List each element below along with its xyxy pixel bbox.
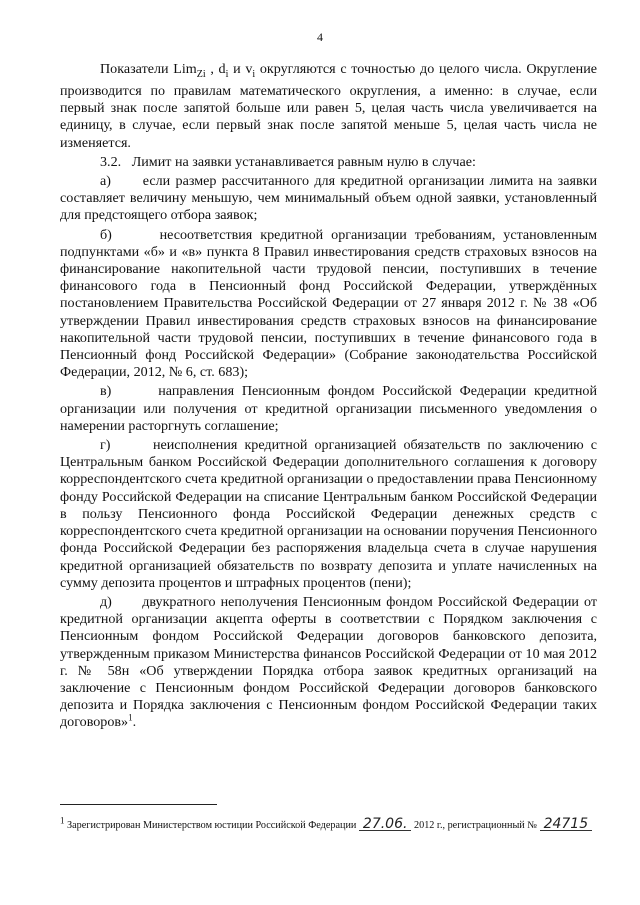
item-d: д) двукратного неполучения Пенсионным фондом Российской Федерации от кредитной организации акцепта оферты в соответствии с Порядком заключения с Пенсионным фондом Российской Федерации договоров банковского депозита, утвержденным приказом Министерства финансов Российской Федерации от 10 мая 2012 г. № 58н «Об утверждении Порядка отбора заявок кредитных организаций на заключение с Пенсионным фондом Российской Федерации договоров банковского депозита и Порядка заключения с Пенсионным фондом Российской Федерации таких договоров»$^1$. [60, 593, 598, 731]
rounding-paragraph: Показатели Lim$_{Zi}$ , $d_i$ и $v_i$ округляются с точностью до целого числа. Округление производится по правилам математического округления, а именно: в случае, если первый знак после запятой больше или равен 5, целая часть числа увеличивается на единицу, в случае, если первый знак после запятой меньше 5, целая часть числа не изменяется. [60, 61, 598, 151]
item-letter: а) [100, 173, 111, 190]
footnote-divider [60, 804, 217, 805]
item-letter: б) [100, 226, 112, 243]
footnote: $^1$ Зарегистрирован Министерством юстиции Российской Федерации 27.06. 2012 г., регистрационный № 24715 [60, 818, 630, 831]
section-3-2: 3.2. Лимит на заявки устанавливается равным нулю в случае: [100, 153, 476, 170]
item-letter: в) [100, 383, 112, 400]
item-text: несоответствия кредитной организации требованиям, установленным подпунктами «б» и «в» пункта 8 Правил инвестирования средств страховых взносов на финансирование накопительной части трудовой пенсии, поступивших в течение финансового года в Пенсионный фонд Российской Федерации, утверждённых постановлением Правительства Российской Федерации от 27 января 2012 г. № 38 «Об утверждении Правил инвестирования средств страховых взносов на финансирование накопительной части трудовой пенсии, поступивших в течение финансового года в Пенсионный фонд Российской Федерации» (Собрание законодательства Российской Федерации, 2012, № 6, ст. 683); [60, 226, 597, 381]
item-text: двукратного неполучения Пенсионным фондом Российской Федерации от кредитной организации акцепта оферты в соответствии с Порядком заключения с Пенсионным фондом Российской Федерации договоров банковского депозита, утвержденным приказом Министерства финансов Российской Федерации от 10 мая 2012 г. № 58н «Об утверждении Порядка отбора заявок кредитных организаций на заключение с Пенсионным фондом Российской Федерации договоров банковского депозита и Порядка заключения с Пенсионным фондом Российской Федерации таких договоров» [60, 593, 598, 731]
item-g [60, 437, 597, 592]
item-a [60, 173, 597, 225]
item-letter: д) [100, 593, 112, 610]
item-text: направления Пенсионным фондом Российской Федерации кредитной организации или получения от кредитной организации письменного уведомления о намерении расторгнуть соглашение; [60, 383, 598, 434]
item-v [60, 383, 597, 435]
item-text: если размер рассчитанного для кредитной организации лимита на заявки составляет величину меньшую, чем минимальный объем одной заявки, установленный для предстоящего отбора заявок; [60, 173, 597, 224]
document-body [60, 61, 597, 732]
item-letter: г) [100, 437, 111, 454]
handwritten-registration-number: 24715 [540, 818, 593, 831]
item-b [60, 227, 597, 382]
footnote-mark: 1 [60, 815, 65, 826]
page-number: 4 [317, 30, 323, 44]
handwritten-date: 27.06. [359, 818, 412, 831]
item-text: неисполнения кредитной организацией обязательств по заключению с Центральным банком Российской Федерации дополнительного соглашения к договору корреспондентского счета кредитной организации о предоставлении права Пенсионному фонду Российской Федерации на списание Центральным банком Российской Федерации в пользу Пенсионного фонда Российской Федерации денежных средств с корреспондентского счета кредитной организации на основании поручения Пенсионного фонда Российской Федерации без распоряжения владельца счета в случае нарушения кредитной организацией обязательств по возврату депозита и уплате начисленных на сумму депозита процентов и штрафных процентов (пени); [60, 437, 597, 591]
footnote-ref: 1 [128, 712, 133, 723]
